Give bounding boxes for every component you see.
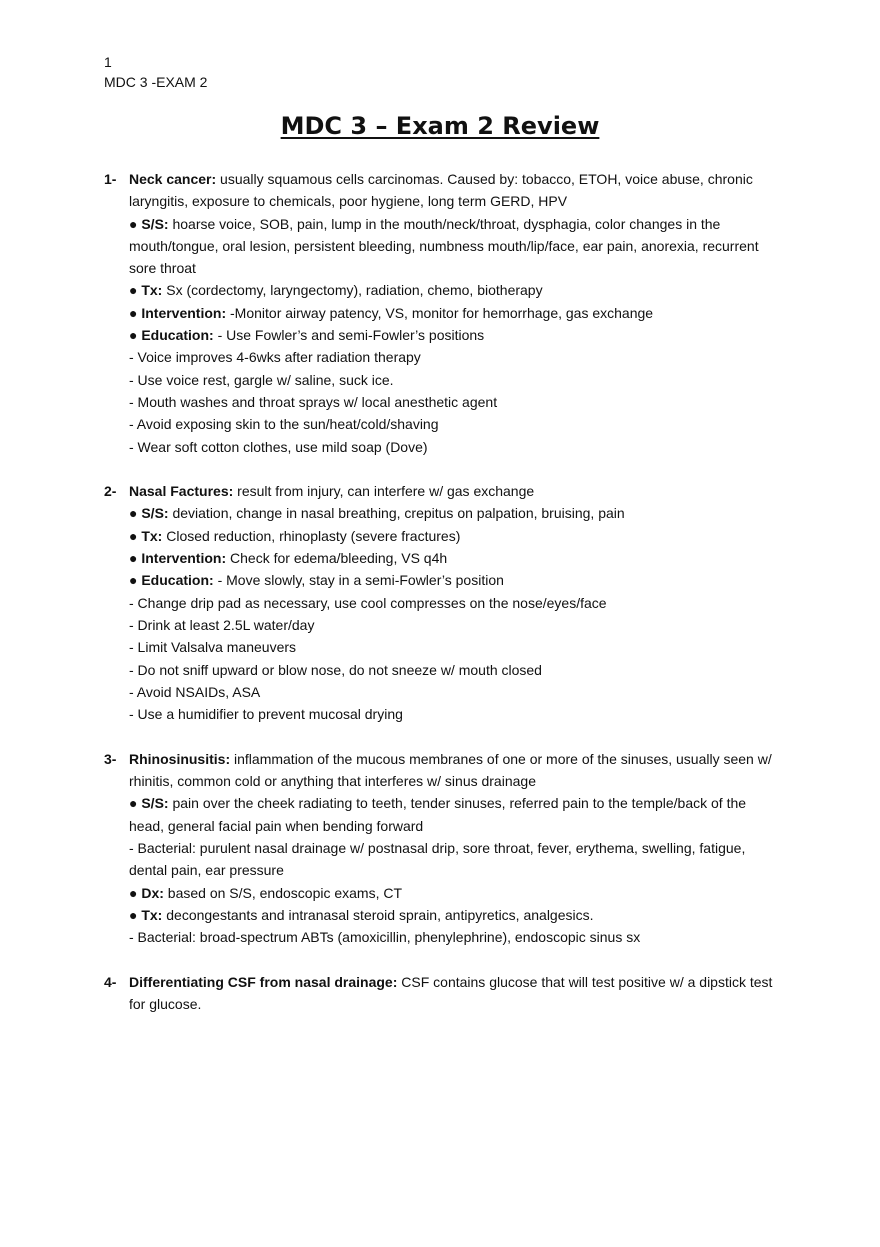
line-text: - Use voice rest, gargle w/ saline, suck ice. [129, 371, 394, 388]
section-4 [104, 971, 784, 1016]
line-text: - Drink at least 2.5L water/day [129, 616, 315, 633]
line-label: Differentiating CSF from nasal drainage: [129, 973, 398, 990]
line-text: - Mouth washes and throat sprays w/ local anesthetic agent [129, 393, 498, 410]
page-header [104, 52, 207, 92]
section-line [129, 391, 784, 413]
section-line [129, 681, 784, 703]
line-text: - Avoid NSAIDs, ASA [129, 683, 261, 700]
section-line [129, 213, 784, 280]
line-text: deviation, change in nasal breathing, crepitus on palpation, bruising, pain [168, 505, 625, 522]
section-number: 4- [104, 973, 117, 990]
line-text: Sx (cordectomy, laryngectomy), radiation, chemo, biotherapy [162, 282, 543, 299]
doc-label: MDC 3 -EXAM 2 [104, 74, 208, 90]
line-label: ● Tx: [129, 527, 163, 544]
section-line [129, 346, 784, 368]
section-line [129, 703, 784, 725]
line-text: inflammation of the mucous membranes of one or more of the sinuses, usually seen w/ rhinitis, common cold or anything that interferes w/ sinus drainage [129, 750, 772, 790]
line-text: - Use a humidifier to prevent mucosal drying [129, 706, 403, 723]
section-line [129, 369, 784, 391]
section-line [129, 636, 784, 658]
section-line [129, 502, 784, 524]
section-line [129, 279, 784, 301]
line-label: ● S/S: [129, 505, 169, 522]
section-line [129, 413, 784, 435]
section-line [129, 837, 784, 882]
line-text: - Avoid exposing skin to the sun/heat/cold/shaving [129, 416, 439, 433]
line-label: ● Intervention: [129, 550, 227, 567]
line-label: ● S/S: [129, 215, 169, 232]
line-text: Check for edema/bleeding, VS q4h [226, 550, 448, 567]
line-label: ● Dx: [129, 884, 164, 901]
section-3 [104, 748, 784, 949]
line-label: Neck cancer: [129, 171, 217, 187]
section-line [129, 480, 784, 502]
page-title: MDC 3 – Exam 2 Review [280, 112, 600, 140]
line-text: usually squamous cells carcinomas. Caused by: tobacco, ETOH, voice abuse, chronic laryngitis, exposure to chemicals, poor hygiene, long term GERD, HPV [129, 171, 753, 210]
review-sections [104, 168, 784, 1038]
section-number: 3- [104, 750, 117, 767]
line-text: CSF contains glucose that will test positive w/ a dipstick test for glucose. [129, 973, 773, 1012]
section-line [129, 792, 784, 837]
line-label: ● Education: [129, 327, 214, 344]
line-text: Closed reduction, rhinoplasty (severe fractures) [162, 527, 461, 544]
line-label: ● S/S: [129, 795, 169, 812]
section-line [129, 168, 784, 213]
line-text: - Change drip pad as necessary, use cool compresses on the nose/eyes/face [129, 594, 607, 611]
line-text: - Bacterial: broad-spectrum ABTs (amoxicillin, phenylephrine), endoscopic sinus sx [129, 929, 641, 946]
line-text: - Move slowly, stay in a semi-Fowler’s position [213, 572, 504, 589]
section-line [129, 882, 784, 904]
section-line [129, 748, 784, 793]
section-line [129, 614, 784, 636]
line-text: - Wear soft cotton clothes, use mild soap (Dove) [129, 438, 428, 455]
section-line [129, 569, 784, 591]
line-text: -Monitor airway patency, VS, monitor for hemorrhage, gas exchange [226, 304, 654, 321]
line-text: pain over the cheek radiating to teeth, tender sinuses, referred pain to the temple/back of the head, general facial pain when bending forward [129, 795, 747, 834]
line-text: - Voice improves 4-6wks after radiation therapy [129, 349, 421, 366]
line-text: - Bacterial: purulent nasal drainage w/ postnasal drip, sore throat, fever, erythema, swelling, fatigue, dental pain, ear pressure [129, 839, 746, 879]
section-line [129, 659, 784, 681]
line-text: - Do not sniff upward or blow nose, do not sneeze w/ mouth closed [129, 661, 542, 678]
section-2 [104, 480, 784, 725]
section-line [129, 525, 784, 547]
page-number: 1 [104, 54, 112, 70]
section-line [129, 592, 784, 614]
section-number: 2- [104, 483, 117, 500]
section-1 [104, 168, 784, 458]
line-label: ● Tx: [129, 282, 163, 299]
line-text: result from injury, can interfere w/ gas exchange [233, 483, 535, 500]
line-label: ● Education: [129, 572, 214, 589]
section-line [129, 324, 784, 346]
section-line [129, 302, 784, 324]
line-text: based on S/S, endoscopic exams, CT [163, 884, 403, 901]
line-text: - Limit Valsalva maneuvers [129, 639, 297, 656]
section-line [129, 926, 784, 948]
line-text: - Use Fowler’s and semi-Fowler’s positions [213, 327, 485, 344]
section-line [129, 904, 784, 926]
section-line [129, 547, 784, 569]
line-label: ● Intervention: [129, 304, 227, 321]
line-text: decongestants and intranasal steroid sprain, antipyretics, analgesics. [162, 906, 594, 923]
section-number: 1- [104, 171, 117, 187]
line-label: ● Tx: [129, 906, 163, 923]
line-label: Nasal Factures: [129, 483, 234, 500]
section-line [129, 436, 784, 458]
line-label: Rhinosinusitis: [129, 750, 231, 767]
section-line [129, 971, 784, 1016]
line-text: hoarse voice, SOB, pain, lump in the mouth/neck/throat, dysphagia, color changes in the mouth/tongue, oral lesion, persistent bleeding, numbness mouth/lip/face, ear pain, anorexia, recurrent sore throat [129, 215, 759, 277]
